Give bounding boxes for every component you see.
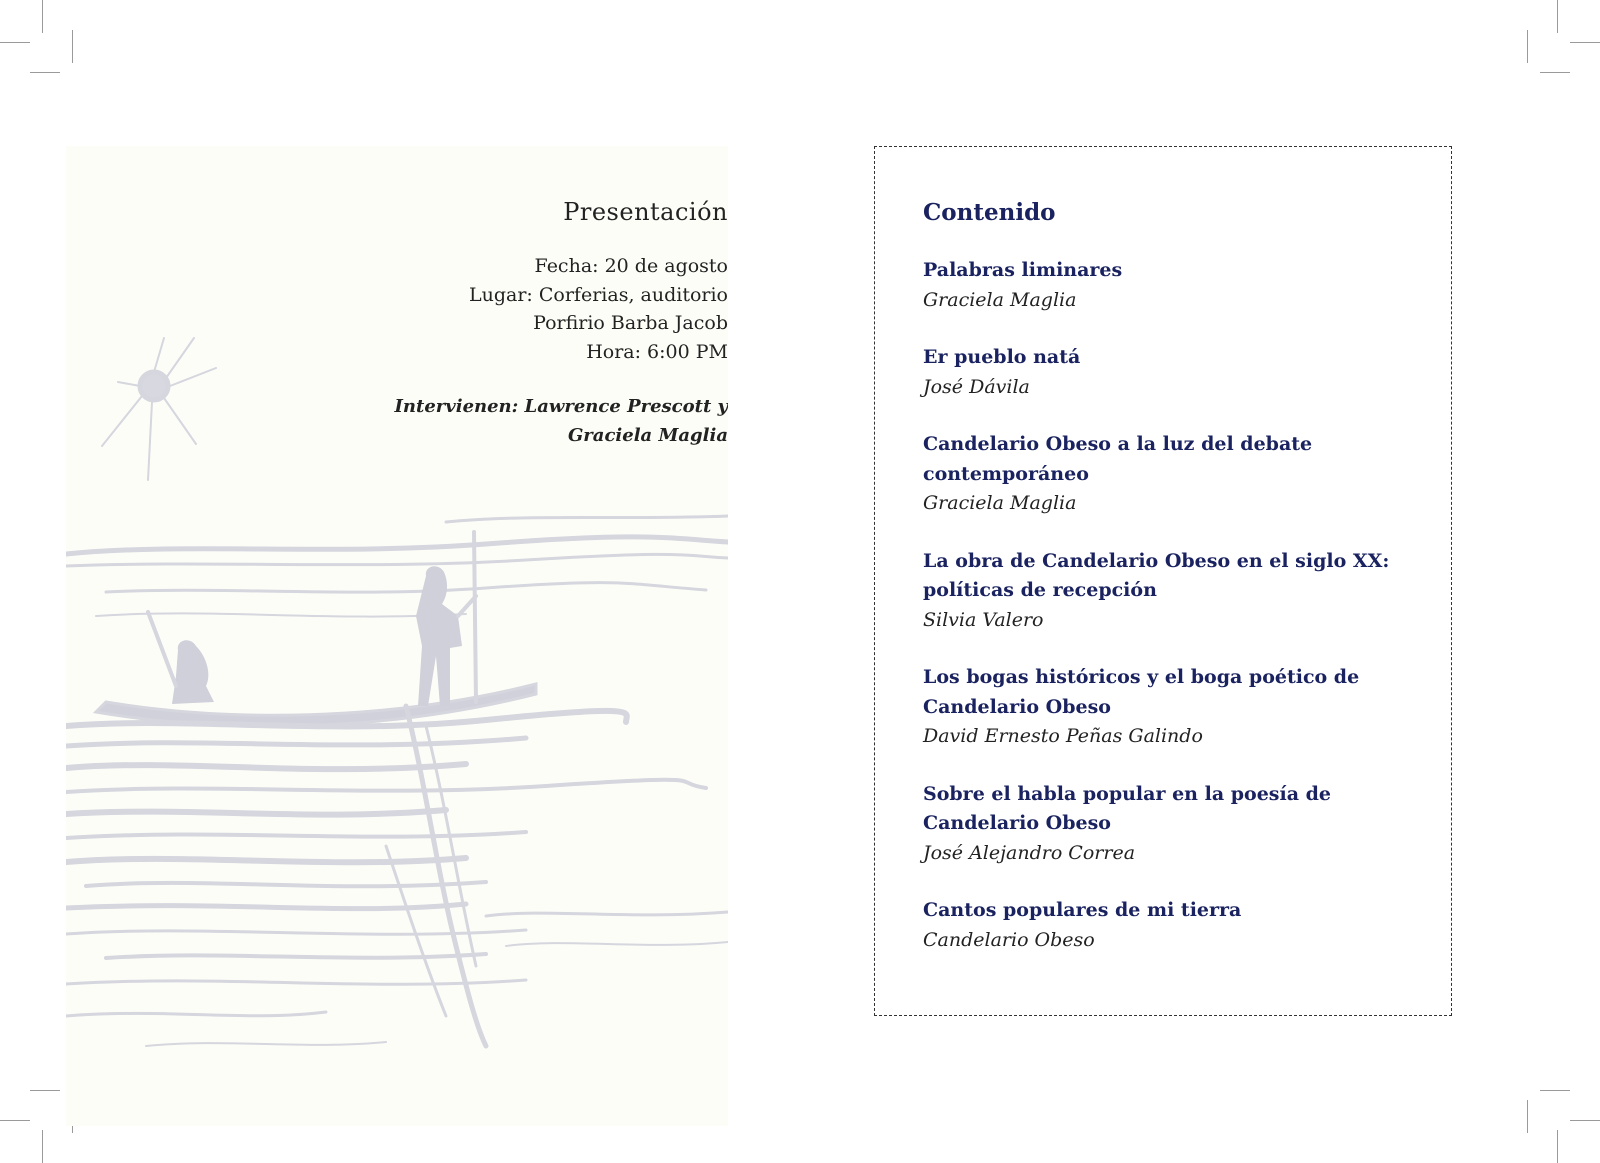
crop-mark — [72, 30, 73, 63]
presentation-title: Presentación — [563, 198, 728, 226]
toc-entry-title: políticas de recepción — [923, 579, 1157, 601]
crop-mark — [1527, 1100, 1528, 1133]
toc-entry — [923, 663, 1443, 752]
crop-mark — [1557, 0, 1558, 33]
crop-mark — [1540, 1090, 1570, 1091]
presentation-date: Fecha: 20 de agosto — [534, 255, 728, 277]
crop-mark — [1570, 1120, 1600, 1121]
presentation-panel — [66, 146, 728, 1126]
toc-entry-author: Candelario Obeso — [923, 928, 1095, 951]
crop-mark — [0, 1120, 30, 1121]
crop-mark — [1540, 72, 1570, 73]
toc-entry-author: Graciela Maglia — [923, 288, 1077, 311]
toc-entry-author: José Alejandro Correa — [923, 841, 1136, 864]
toc-entry — [923, 343, 1443, 402]
toc-entry-title: Candelario Obeso — [923, 695, 1111, 718]
toc-entry-author: José Dávila — [923, 375, 1030, 398]
toc-entry-title: Los bogas históricos y el boga poético de — [923, 666, 1360, 688]
toc-entry-author: David Ernesto Peñas Galindo — [923, 725, 1203, 747]
toc-entry — [923, 256, 1443, 315]
crop-mark — [42, 1130, 43, 1163]
presentation-place-venue: Porfirio Barba Jacob — [533, 312, 728, 334]
crop-mark — [30, 1090, 60, 1091]
toc-entry-title: Sobre el habla popular en la poesía de — [923, 782, 1331, 805]
speakers-line: Graciela Maglia — [567, 425, 728, 446]
toc-entry-title: Candelario Obeso — [923, 812, 1111, 834]
toc-entry-title: Palabras liminares — [923, 259, 1123, 281]
contents-box — [874, 146, 1452, 1016]
crop-mark — [42, 0, 43, 33]
toc-entry — [923, 780, 1443, 869]
presentation-details — [208, 198, 728, 450]
crop-mark — [1570, 42, 1600, 43]
presentation-place: Lugar: Corferias, auditorio — [469, 283, 728, 306]
presentation-speakers — [208, 392, 728, 450]
presentation-time: Hora: 6:00 PM — [586, 340, 728, 363]
toc-entry-title: Candelario Obeso a la luz del debate — [923, 433, 1313, 455]
crop-mark — [1557, 1130, 1558, 1163]
toc-entry-title: Cantos populares de mi tierra — [923, 899, 1242, 921]
toc-entry-title: contemporáneo — [923, 462, 1089, 485]
toc-entry — [923, 430, 1443, 519]
speakers-line: Intervienen: Lawrence Prescott y — [394, 396, 728, 417]
toc-entry-author: Silvia Valero — [923, 608, 1044, 631]
toc-entry-title: Er pueblo natá — [923, 346, 1081, 368]
toc-entry — [923, 896, 1443, 955]
toc-entry-author: Graciela Maglia — [923, 492, 1077, 514]
crop-mark — [1527, 30, 1528, 63]
contents-title: Contenido — [923, 199, 1056, 226]
toc-entry-title: La obra de Candelario Obeso en el siglo XX: — [923, 549, 1390, 572]
crop-mark — [30, 72, 60, 73]
toc-entry — [923, 547, 1443, 636]
crop-mark — [0, 42, 30, 43]
